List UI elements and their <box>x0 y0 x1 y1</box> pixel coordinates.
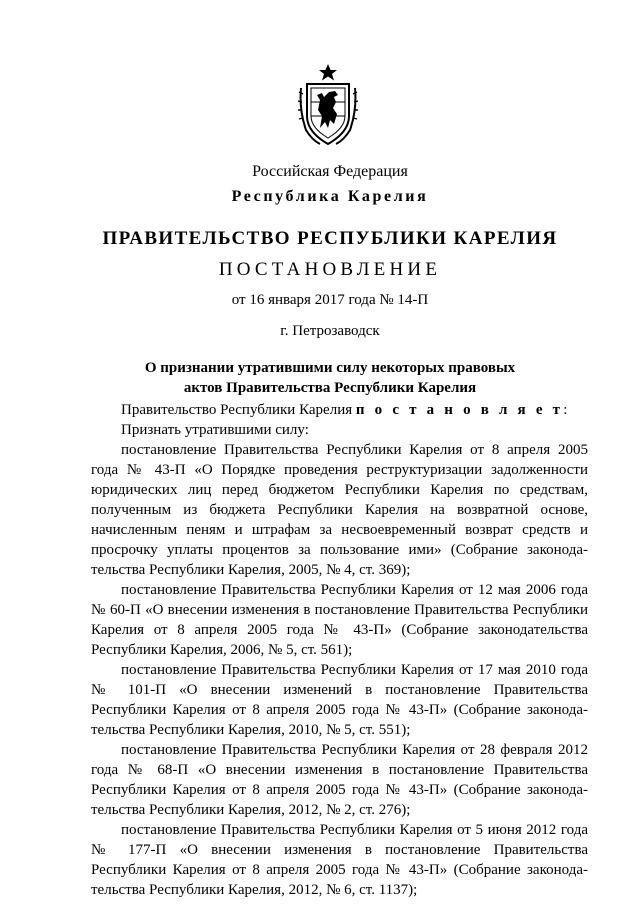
republic-title: Республика Карелия <box>231 188 429 205</box>
list-item: постановление Правительства Республики Карелия от 5 июня 2012 года № 177-П «О внесении изменения в постановление Правительства Республики Карелия от 8 апреля 2005 года № 43-П» (Собрание законодательства Республики Карелия, 2012, № 6, ст. 1137); <box>91 822 588 898</box>
list-item: постановление Правительства Республики Карелия от 28 февраля 2012 года № 68-П «О внесении изменения в постановление Правительства Республики Карелия от 8 апреля 2005 года № 43-П» (Собрание законодательства Республики Карелия, 2012, № 2, ст. 276); <box>91 742 588 818</box>
decree-word: п о с т а н о в л я е т <box>355 402 564 418</box>
clause-paragraph: Признать утратившими силу: <box>121 422 309 438</box>
date-number-line: от 16 января 2017 года № 14-П <box>231 292 429 308</box>
government-title: ПРАВИТЕЛЬСТВО РЕСПУБЛИКИ КАРЕЛИЯ <box>102 228 558 249</box>
list-item: постановление Правительства Республики Карелия от 12 мая 2006 года № 60-П «О внесении изменения в постановление Правительства Республики Карелия от 8 апреля 2005 года № 43-П» (Собрание законодательства Республики Карелия, 2006, № 5, ст. 561); <box>91 582 588 658</box>
document-body <box>91 400 588 900</box>
heading-line-1: О признании утратившими силу некоторых правовых <box>144 360 516 376</box>
list-item: постановление Правительства Республики Карелия от 8 апреля 2005 года № 43-П «О Порядке проведения реструктуризации задолженности юридических лиц перед бюджетом Республики Карелия по средствам, полученным из бюджета Республики Карелия на возвратной основе, начисленным пеням и штрафам за несвоевременный возврат средств и просрочку уплаты процентов за пользование ими» (Собрание законодательства Республики Карелия, 2005, № 4, ст. 369); <box>91 442 588 578</box>
intro-text: Правительство Республики Карелия <box>121 402 356 418</box>
coat-of-arms-emblem <box>298 64 358 148</box>
list-item: постановление Правительства Республики Карелия от 17 мая 2010 года № 101-П «О внесении изменений в постановление Правительства Республики Карелия от 8 апреля 2005 года № 43-П» (Собрание законодательства Республики Карелия, 2010, № 5, ст. 551); <box>91 662 588 738</box>
intro-paragraph <box>91 400 588 420</box>
country-title: Российская Федерация <box>252 163 408 180</box>
intro-colon: : <box>563 402 568 418</box>
document-type-title: ПОСТАНОВЛЕНИЕ <box>218 259 442 280</box>
heading-line-2: актов Правительства Республики Карелия <box>183 380 477 396</box>
document-heading <box>60 358 600 398</box>
city-line: г. Петрозаводск <box>280 323 380 339</box>
